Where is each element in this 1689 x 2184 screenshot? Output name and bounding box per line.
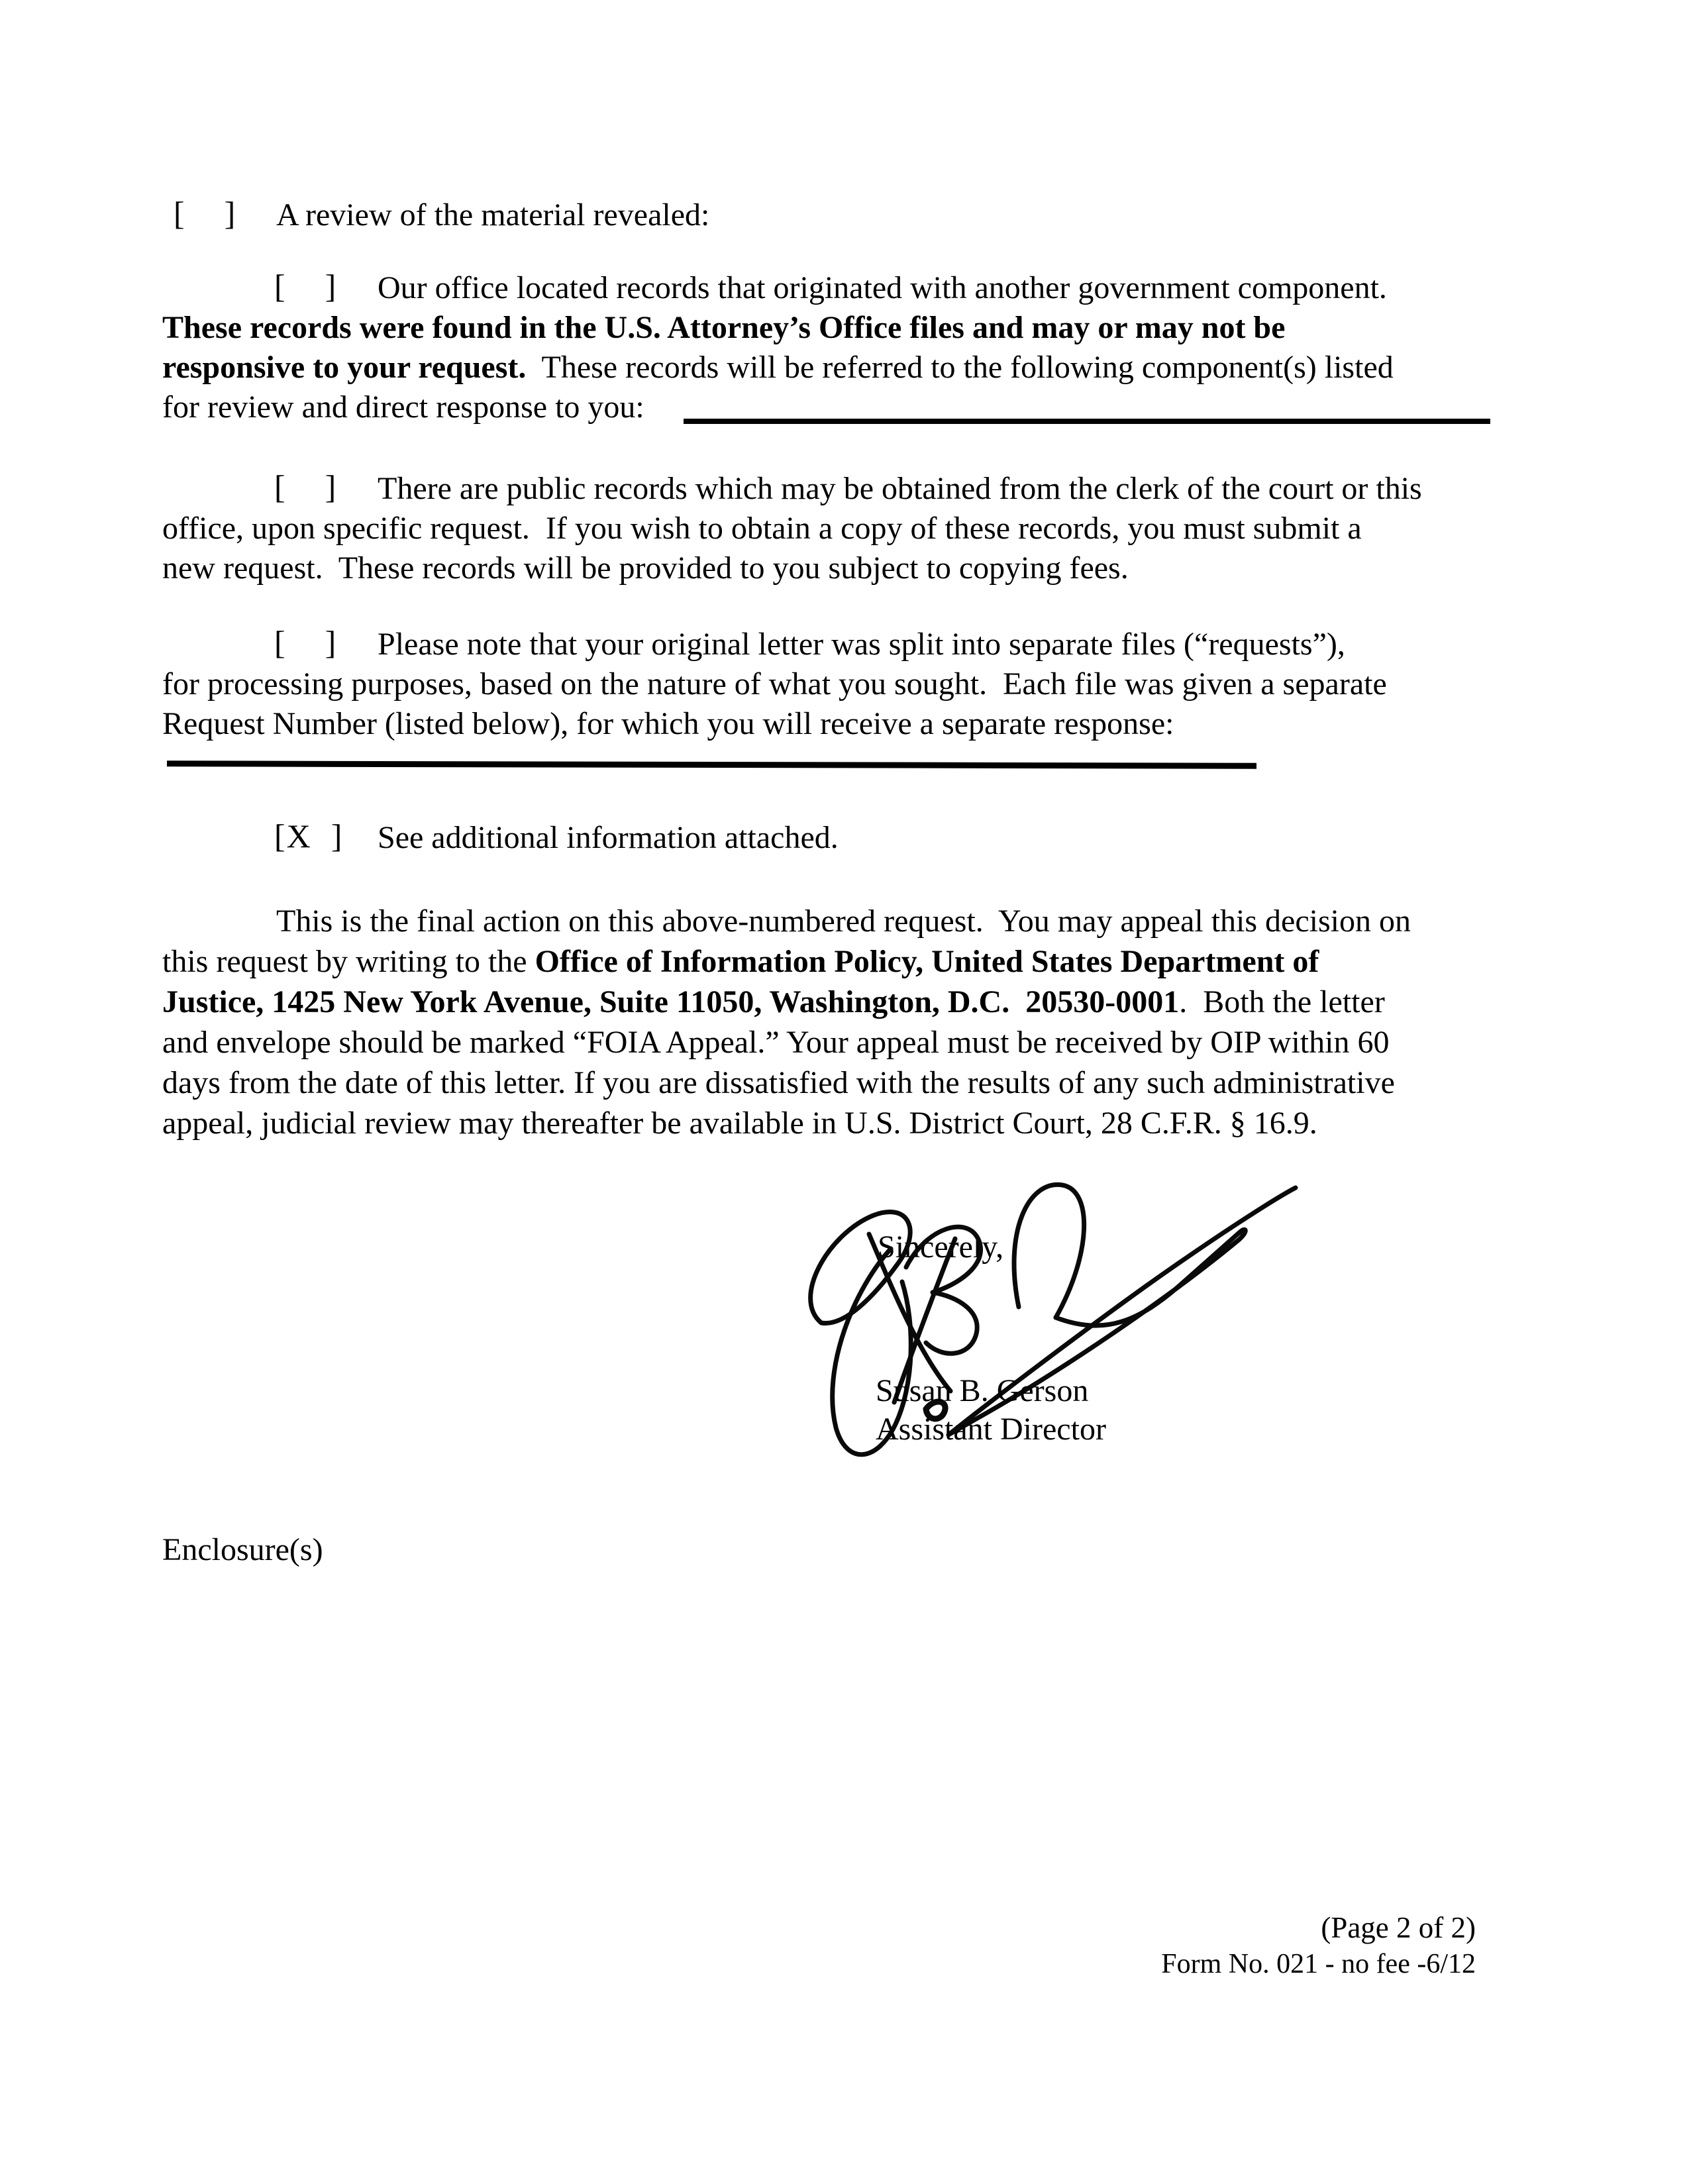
paragraph-referral-line1: Our office located records that originated with another government component. [378,270,1387,305]
enclosure-note: Enclosure(s) [162,1532,323,1567]
request-number-blank-line [167,760,1256,768]
paragraph-split-files-line1: Please note that your original letter was split into separate files (“requests”), [378,627,1345,662]
paragraph-referral-line2: These records were found in the U.S. Attorney’s Office files and may or may not be [162,310,1286,345]
closing-signer-name: Susan B. Gerson [876,1373,1089,1408]
paragraph-final-action-line1: This is the final action on this above-numbered request. You may appeal this decision on [276,904,1411,939]
paragraph-referral-line3-rest: These records will be referred to the following component(s) listed [526,350,1394,385]
checkbox-referral: [ ] [274,268,338,305]
footer-form-number: Form No. 021 - no fee -6/12 [1161,1949,1476,1979]
paragraph-final-action-line3-rest: . Both the letter [1179,984,1385,1019]
checkbox-split-files: [ ] [274,624,338,661]
checkbox-public-records: [ ] [274,468,338,505]
paragraph-referral-line4: for review and direct response to you: [162,390,644,425]
blank-fill-in-line [684,419,1490,424]
paragraph-referral-line3-bold: responsive to your request. [162,350,527,385]
paragraph-additional-info-text: See additional information attached. [378,820,839,855]
paragraph-final-action-line3-bold: Justice, 1425 New York Avenue, Suite 11050, Washington, D.C. 20530-0001 [162,984,1180,1019]
checkbox-review: [ ] [174,195,237,232]
paragraph-final-action-line4: and envelope should be marked “FOIA Appeal.” Your appeal must be received by OIP within 60 [162,1025,1390,1060]
paragraph-public-records-line2: office, upon specific request. If you wish to obtain a copy of these records, you must submit a [162,511,1362,546]
closing-salutation: Sincerely, [878,1229,1004,1265]
paragraph-final-action-line2-bold: Office of Information Policy, United States Department of [535,944,1319,979]
paragraph-final-action-line2 [162,943,1319,980]
paragraph-public-records-line1: There are public records which may be obtained from the clerk of the court or this [378,471,1422,506]
paragraph-public-records-line3: new request. These records will be provided to you subject to copying fees. [162,550,1129,586]
paragraph-final-action-line3 [162,984,1385,1020]
closing-signer-title: Assistant Director [876,1412,1106,1447]
paragraph-split-files-line3: Request Number (listed below), for which you will receive a separate response: [162,706,1174,741]
paragraph-referral-line3 [162,349,1394,386]
footer-page-number: (Page 2 of 2) [1321,1911,1476,1944]
paragraph-final-action-line2-pre: this request by writing to the [162,944,535,979]
paragraph-final-action-line6: appeal, judicial review may thereafter be available in U.S. District Court, 28 C.F.R. § 16.9. [162,1106,1317,1141]
paragraph-final-action-line5: days from the date of this letter. If you are dissatisfied with the results of any such administrative [162,1065,1395,1100]
checkbox-additional-info-checked: [X ] [274,817,344,855]
paragraph-split-files-line2: for processing purposes, based on the nature of what you sought. Each file was given a separate [162,666,1387,702]
paragraph-review-text: A review of the material revealed: [276,197,710,233]
page-footer [1161,1910,1476,1980]
